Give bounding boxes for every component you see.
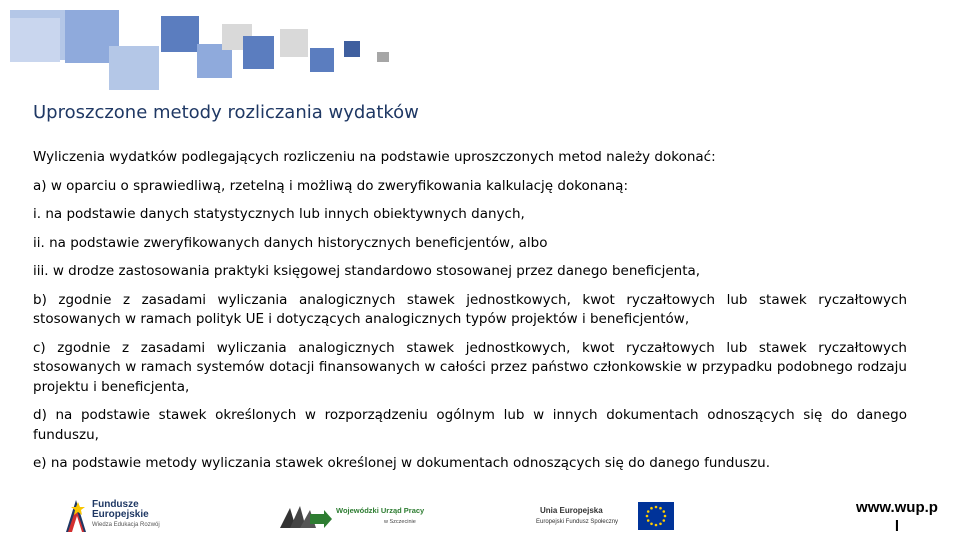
website-line1: www.wup.p: [856, 499, 938, 516]
slide-body: [33, 148, 907, 474]
decorative-square: [10, 18, 60, 62]
list-item: iii. w drodze zastosowania praktyki księgowej standardowo stosowanej przez danego beneficjenta,: [33, 263, 701, 279]
decorative-square: [377, 52, 389, 62]
list-item: d) na podstawie stawek określonych w rozporządzeniu ogólnym lub w innych dokumentach odnoszących się do danego funduszu,: [33, 407, 907, 443]
slide-title: Uproszczone metody rozliczania wydatków: [33, 102, 419, 123]
ue-line2: Europejski Fundusz Społeczny: [536, 519, 619, 525]
fe-line3: Wiedza Edukacja Rozwój: [92, 522, 160, 528]
fe-line1: Fundusze: [92, 499, 139, 510]
decorative-square: [161, 16, 199, 52]
list-item: c) zgodnie z zasadami wyliczania analogicznych stawek jednostkowych, kwot ryczałtowych lub stawek ryczałtowych stosowanych w ramach systemów dotacji finansowanych w całości przez państwo członkowskie w przypadku podobnego rodzaju projektu i beneficjenta,: [33, 339, 907, 395]
logo-bar: [0, 490, 960, 540]
list-item: b) zgodnie z zasadami wyliczania analogicznych stawek jednostkowych, kwot ryczałtowych lub stawek ryczałtowych stosowanych w ramach polityk UE i dotyczących analogicznych typów projektów i beneficjentów,: [33, 291, 907, 327]
fe-star-icon: [64, 498, 90, 534]
decorative-square: [109, 46, 159, 90]
decorative-square: [310, 48, 334, 72]
decorative-square: [243, 36, 274, 69]
list-item: ii. na podstawie zweryfikowanych danych historycznych beneficjentów, albo: [33, 234, 548, 251]
wup-line1: Wojewódzki Urząd Pracy: [336, 506, 425, 515]
website-line2: l: [894, 518, 900, 535]
list-item: i. na podstawie danych statystycznych lub innych obiektywnych danych,: [33, 206, 525, 222]
list-item: e) na podstawie metody wyliczania stawek określonej w dokumentach odnoszących się do danego funduszu.: [33, 455, 771, 471]
wup-logo: [280, 500, 430, 532]
fe-line2: Europejskie: [92, 509, 149, 520]
intro-text: Wyliczenia wydatków podlegających rozliczeniu na podstawie uproszczonych metod należy dokonać:: [33, 149, 716, 165]
website-url[interactable]: [834, 500, 960, 540]
decorative-square: [344, 41, 360, 57]
ue-line1: Unia Europejska: [540, 506, 603, 515]
unia-europejska-logo: [536, 498, 676, 534]
wup-emblem-icon: [280, 502, 332, 530]
eu-flag-icon: [638, 502, 674, 530]
list-item: a) w oparciu o sprawiedliwą, rzetelną i możliwą do zweryfikowania kalkulację dokonaną:: [33, 177, 629, 194]
fundusze-europejskie-logo: [64, 496, 184, 536]
decorative-square: [280, 29, 308, 57]
wup-line2: w Szczecinie: [384, 519, 416, 525]
